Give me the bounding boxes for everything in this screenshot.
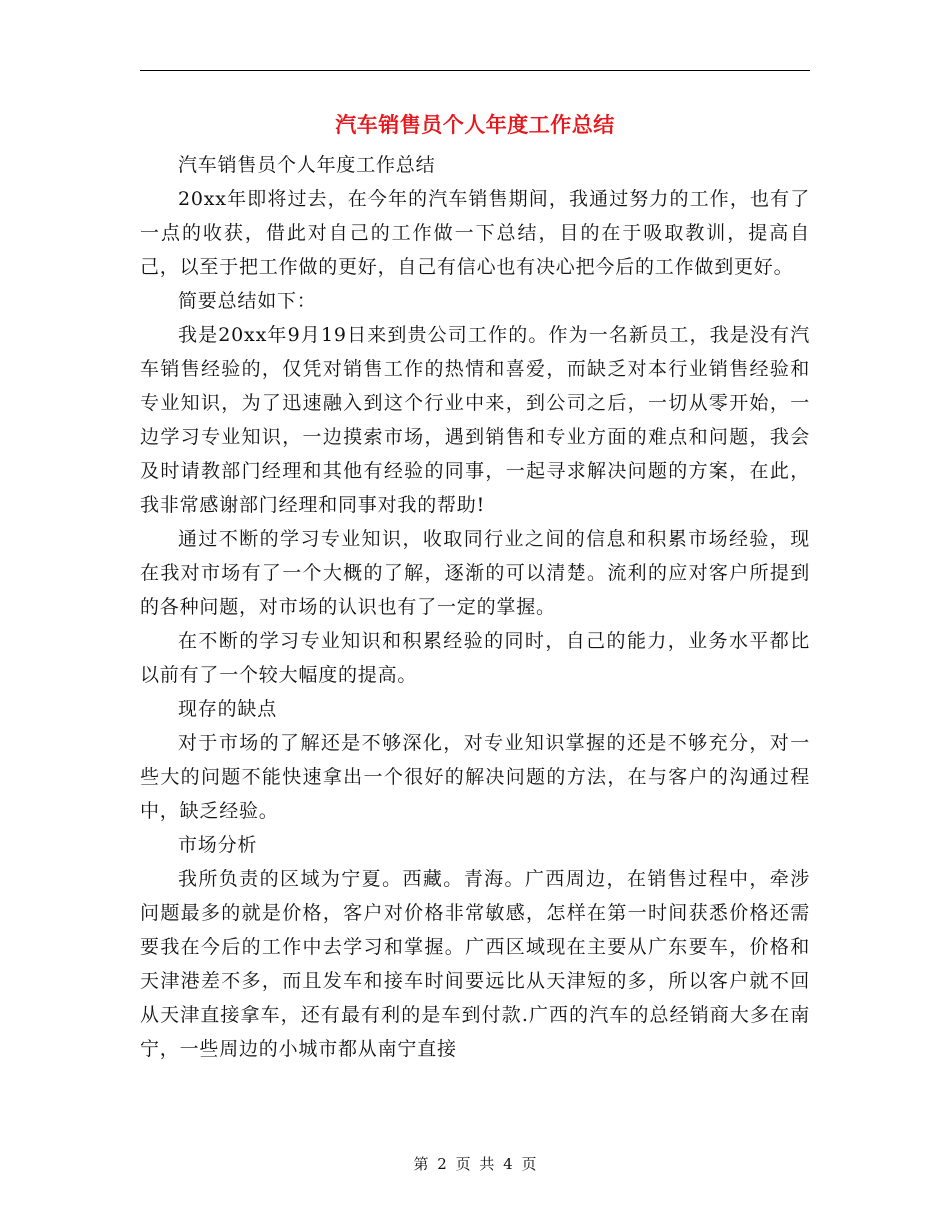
paragraph-shortcomings-heading: 现存的缺点 <box>178 698 278 720</box>
paragraph-learning: 通过不断的学习专业知识，收取同行业之间的信息和积累市场经验，现在我对市场有了一个大概的了解，逐渐的可以清楚。流利的应对客户所提到的各种问题，对市场的认识也有了一定的掌握。 <box>140 528 810 618</box>
paragraph-background: 我是20xx年9月19日来到贵公司工作的。作为一名新员工，我是没有汽车销售经验的，仅凭对销售工作的热情和喜爱，而缺乏对本行业销售经验和专业知识，为了迅速融入到这个行业中来，到公司之后，一切从零开始，一边学习专业知识，一边摸索市场，遇到销售和专业方面的难点和问题，我会及时请教部门经理和其他有经验的同事，一起寻求解决问题的方案，在此，我非常感谢部门经理和同事对我的帮助! <box>140 324 810 516</box>
paragraph-intro: 20xx年即将过去，在今年的汽车销售期间，我通过努力的工作，也有了一点的收获，借此对自己的工作做一下总结，目的在于吸取教训，提高自己，以至于把工作做的更好，自己有信心也有决心把今后的工作做到更好。 <box>140 188 810 278</box>
page-number: 第 2 页 共 4 页 <box>413 1155 537 1173</box>
document-body <box>140 148 810 1066</box>
paragraph-market-heading: 市场分析 <box>178 834 258 856</box>
paragraph-market-analysis: 我所负责的区域为宁夏。西藏。青海。广西周边，在销售过程中，牵涉问题最多的就是价格，客户对价格非常敏感，怎样在第一时间获悉价格还需要我在今后的工作中去学习和掌握。广西区域现在主要从广东要车，价格和天津港差不多，而且发车和接车时间要远比从天津短的多，所以客户就不回从天津直接拿车，还有最有利的是车到付款.广西的汽车的总经销商大多在南宁，一些周边的小城市都从南宁直接 <box>140 868 810 1060</box>
paragraph-subtitle: 汽车销售员个人年度工作总结 <box>178 154 436 176</box>
paragraph-summary-heading: 简要总结如下： <box>178 290 317 312</box>
header-rule <box>140 70 810 71</box>
paragraph-shortcomings: 对于市场的了解还是不够深化，对专业知识掌握的还是不够充分，对一些大的问题不能快速拿出一个很好的解决问题的方法，在与客户的沟通过程中，缺乏经验。 <box>140 732 810 822</box>
document-title: 汽车销售员个人年度工作总结 <box>335 113 615 137</box>
paragraph-improvement: 在不断的学习专业知识和积累经验的同时，自己的能力，业务水平都比以前有了一个较大幅度的提高。 <box>140 630 810 686</box>
